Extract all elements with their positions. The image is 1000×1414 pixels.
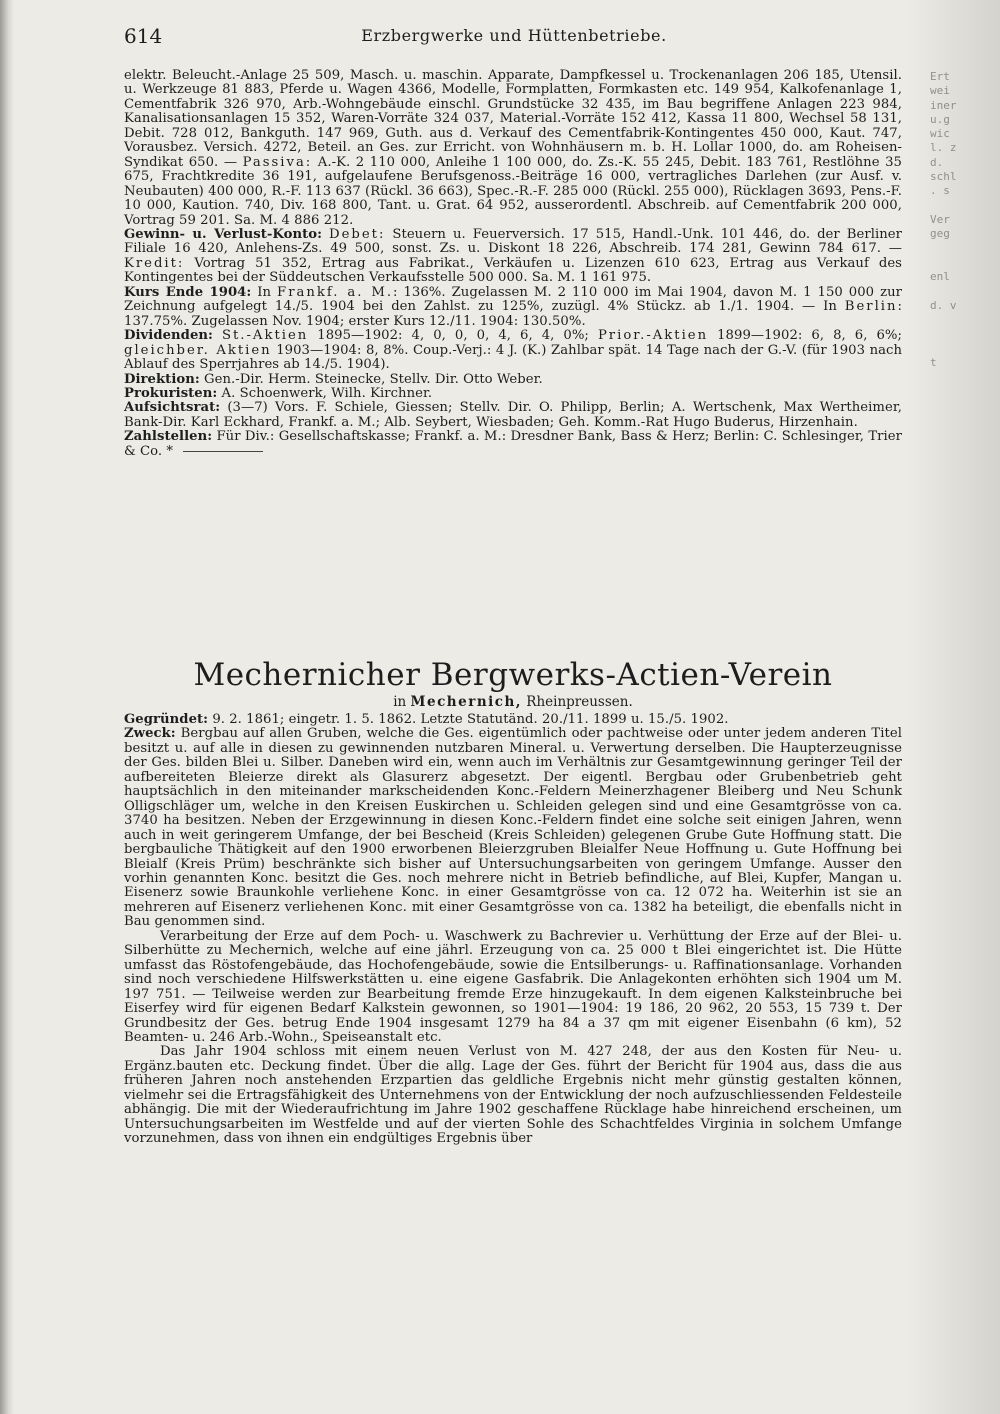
debet-text: Steuern u. Feuerversich. 17 515, Handl.-Unk. 101 446, do. der Berliner Filiale 16 420, Anlehens-Zs. 49 500, sonst. Zs. u. Diskont 18 226, Abschreib. 174 281, Gewinn 784 617. — — [124, 226, 902, 257]
passiva-text: A.-K. 2 110 000, Anleihe 1 100 000, do. Zs.-K. 55 245, Debit. 183 761, Restlöhne 35 675, Frachtkredite 36 191, aufgelaufene Berufsgenoss.-Beiträge 16 000, vertragliches Darlehen (zur Ausf. v. Neubauten) 400 000, R.-F. 113 637 (Rückl. 36 663), Spec.-R.-F. 285 000 (Rückl. 255 000), Rücklagen 3693, Pens.-F. 10 000, Kaution. 740, Div. 168 800, Tant. u. Grat. 64 952, ausserordentl. Abschreib. auf Cementfabrik 200 000, Vortrag 59 201. Sa. M. 4 886 212. — [124, 154, 902, 228]
prokuristen-paragraph — [124, 387, 902, 401]
dividenden-paragraph — [124, 329, 902, 372]
kredit-text: Vortrag 51 352, Ertrag aus Fabrikat., Verkäufen u. Lizenzen 610 623, Ertrag aus Verkauf des Kontingentes bei der Süddeutschen Verkaufsstelle 500 000. Sa. M. 1 161 975. — [124, 255, 902, 286]
zahlstellen-label: Zahlstellen: — [124, 429, 213, 445]
gv-label: Gewinn- u. Verlust-Konto: — [124, 226, 323, 242]
scan-edge-left — [0, 0, 14, 1414]
balance-paragraph — [124, 69, 902, 228]
zweck-text: Bergbau auf allen Gruben, welche die Ges. eigentümlich oder pachtweise oder unter jedem anderen Titel besitzt u. auf alle in diesen zu gewinnenden nutzbaren Mineral. u. Verwertung derselben. Die Haupterzeugnisse der Ges. bilden Blei u. Silber. Daneben wird ein, wenn auch im Verhältnis zur Gesamtgewinnung geringer Teil der aufbereiteten Bleierze direkt als Glasurerz abgesetzt. Der eigentl. Bergbau oder Grubenbetrieb geht hauptsächlich in den miteinander markscheidenden Konc.-Feldern Meinerzhagener Bleiberg und Neu Schunk Olligschläger um, welche in den Kreisen Euskirchen u. Schleiden gelegen sind und eine Gesamtgrösse von ca. 3740 ha besitzen. Neben der Erzgewinnung in diesen Konc.-Feldern findet eine solche seit einigen Jahren, wenn auch in weit geringerem Umfange, der bei Bescheid (Kreis Schleiden) gelegenen Grube Gute Hoffnung statt. Die bergbauliche Thätigkeit auf den 1900 erworbenen Bleierzgruben Bleialfer Neue Hoffnung u. Gute Hoffnung bei Bleialf (Kreis Prüm) beschränkte sich bisher auf Untersuchungsarbeiten von geringem Umfange. Ausser den vorhin genannten Konc. besitzt die Ges. noch mehrere nicht in Betrieb befindliche, auf Blei, Kupfer, Mangan u. Eisenerz sowie Braunkohle verliehene Konc. in einer Gesamtgrösse von ca. 12 072 ha. Weiterhin ist sie an mehreren auf Eisenerz verliehenen Konc. mit einer Gesamtgrösse von ca. 1382 ha beteiligt, die ebenfalls nicht in Bau genommen sind. — [124, 726, 902, 930]
company-title: Mechernicher Bergwerks-Actien-Verein — [193, 657, 833, 693]
company-section — [124, 713, 902, 1147]
direktion-paragraph — [124, 373, 902, 387]
end-rule — [183, 451, 263, 452]
kurs-text-a: In — [251, 284, 278, 300]
direktion-label: Direktion: — [124, 371, 200, 387]
div-st-text: 1895—1902: 4, 0, 0, 0, 4, 6, 4, 0%; — [308, 328, 598, 344]
aufsichtsrat-label: Aufsichtsrat: — [124, 400, 221, 416]
page-number: 614 — [124, 24, 163, 48]
jahr-1904-paragraph: Das Jahr 1904 schloss mit einem neuen Verlust von M. 427 248, der aus den Kosten für Neu- u. Ergänz.bauten etc. Deckung findet. Über die allg. Lage der Ges. führt der Bericht für 1904 aus, dass die aus früheren Jahren noch anstehenden Erzpartien das geldliche Ergebnis nicht mehr günstig gestalten können, vielmehr sei die Ertragsfähigkeit des Unternehmens von der Entwicklung der noch aufzuschliessenden Feldesteile abhängig. Die mit der Wiederaufrichtung im Jahre 1902 geschaffene Rücklage habe hinreichend erscheinen, um Untersuchungsarbeiten im Westfelde und auf der vierten Sohle des Schachtfeldes Virginia in solchem Umfange vorzunehmen, dass von ihnen ein endgültiges Ergebnis über — [124, 1044, 902, 1147]
zahlstellen-text: Für Div.: Gesellschaftskasse; Frankf. a. M.: Dresdner Bank, Bass & Herz; Berlin: C. Schlesinger, Trier & Co. * — [124, 429, 902, 459]
dividenden-label: Dividenden: — [124, 328, 213, 344]
aufsichtsrat-text: (3—7) Vors. F. Schiele, Giessen; Stellv. Dir. O. Philipp, Berlin; A. Wertschenk, Max Wertheimer, Bank-Dir. Karl Eckhard, Frankf. a. M.; Alb. Seybert, Wiesbaden; Geh. Komm.-Rat Hugo Buderus, Hirzenhain. — [124, 400, 902, 430]
prokuristen-text: A. Schoenwerk, Wilh. Kirchner. — [217, 385, 433, 401]
running-head: Erzbergwerke und Hüttenbetriebe. — [361, 26, 667, 45]
kurs-label: Kurs Ende 1904: — [124, 284, 252, 300]
zahlstellen-paragraph — [124, 430, 902, 459]
kurs-city-berlin: Berlin — [844, 299, 898, 315]
balance-aktiva-text: elektr. Beleucht.-Anlage 25 509, Masch. u. maschin. Apparate, Dampfkessel u. Trockenanlagen 206 185, Utensil. u. Werkzeuge 81 883, Pferde u. Wagen 4366, Modelle, Formplatten, Formkasten etc. 149 954, Kalkofenanlage 1, Cementfabrik 326 970, Arb.-Wohngebäude einschl. Grundstücke 32 435, im Bau begriffene Anlagen 223 984, Kanalisationsanlagen 15 352, Waren-Vorräte 324 037, Material.-Vorräte 152 412, Kassa 11 800, Wechsel 58 131, Debit. 728 012, Bankguth. 147 969, Guth. aus d. Verkauf des Cementfabrik-Kontingentes 450 000, Kaut. 747, Vorausbez. Versich. 4272, Beteil. an Ges. zur Erricht. von Wohnhäusern m. b. H. Lollar 1000, do. am Roheisen-Syndikat 650. — — [124, 68, 902, 170]
location-prefix: in — [393, 694, 411, 710]
div-prior-text: 1899—1902: 6, 8, 6, 6%; — [708, 328, 902, 344]
div-gleich-label: gleichber. Aktien — [124, 342, 272, 358]
location-city: Mechernich, — [410, 694, 522, 710]
passiva-label: Passiva: — [242, 154, 313, 170]
prokuristen-label: Prokuristen: — [124, 385, 218, 401]
kurs-text-b: : 136%. Zugelassen M. 2 110 000 im Mai 1904, davon M. 1 150 000 zur Zeichnung aufgelegt 14./5. 1904 bei den Zahlst. zu 125%, zuzügl. 4% Stückz. ab 1./1. 1904. — In — [124, 284, 902, 315]
company-location — [124, 694, 902, 710]
gegruendet-text: 9. 2. 1861; eingetr. 1. 5. 1862. Letzte Statutänd. 20./11. 1899 u. 15./5. 1902. — [208, 712, 729, 727]
div-gleich-text: 1903—1904: 8, 8%. Coup.-Verj.: 4 J. (K.) Zahlbar spät. 14 Tage nach der G.-V. (für 1903 nach Ablauf des Sperrjahres ab 14./5. 1904). — [124, 342, 903, 373]
div-prior-label: Prior.-Aktien — [597, 328, 709, 344]
kredit-label: Kredit: — [124, 255, 185, 271]
kurs-paragraph — [124, 286, 902, 329]
location-region: Rheinpreussen. — [522, 694, 633, 710]
kurs-text-c: : 137.75%. Zugelassen Nov. 1904; erster Kurs 12./11. 1904: 130.50%. — [124, 299, 902, 329]
aufsichtsrat-paragraph — [124, 401, 902, 430]
bleed-through-margin: Ert wei iner u.g wic l. z d. schl . s Ver geg enl d. v t — [930, 70, 957, 369]
debet-label: Debet: — [329, 226, 386, 242]
gegruendet-label: Gegründet: — [124, 712, 209, 727]
verarbeitung-paragraph: Verarbeitung der Erze auf dem Poch- u. Waschwerk zu Bachrevier u. Verhüttung der Erze auf der Blei- u. Silberhütte zu Mechernich, welche auf eine jährl. Erzeugung von ca. 25 000 t Blei eingerichtet ist. Die Hütte umfasst das Röstofengebäude, das Hochofengebäude, sowie die Entsilberungs- u. Raffinationsanlage. Vorhanden sind noch verschiedene Hilfswerkstätten u. eine eigene Gasfabrik. Die Anlagekonten erhöhten sich 1904 um M. 197 751. — Teilweise werden zur Bearbeitung fremde Erze hinzugekauft. In dem eigenen Kalksteinbruche bei Eiserfey wird für eigenen Bedarf Kalkstein gewonnen, so 1901—1904: 19 186, 20 962, 20 553, 15 739 t. Der Grundbesitz der Ges. betrug Ende 1904 insgesamt 1279 ha 84 a 37 qm mit eigener Eisenbahn (6 km), 52 Beamten- u. 246 Arb.-Wohn., Speiseanstalt etc. — [124, 928, 902, 1045]
zweck-label: Zweck: — [124, 726, 176, 742]
previous-company-section — [124, 69, 902, 459]
gv-paragraph — [124, 228, 902, 286]
gegruendet-paragraph — [124, 713, 902, 727]
div-st-label: St.-Aktien — [221, 328, 309, 344]
page-header — [124, 22, 904, 50]
kurs-city-frankfurt: Frankf. a. M. — [277, 284, 394, 300]
zweck-paragraph — [124, 727, 902, 929]
direktion-text: Gen.-Dir. Herm. Steinecke, Stellv. Dir. Otto Weber. — [199, 371, 543, 387]
